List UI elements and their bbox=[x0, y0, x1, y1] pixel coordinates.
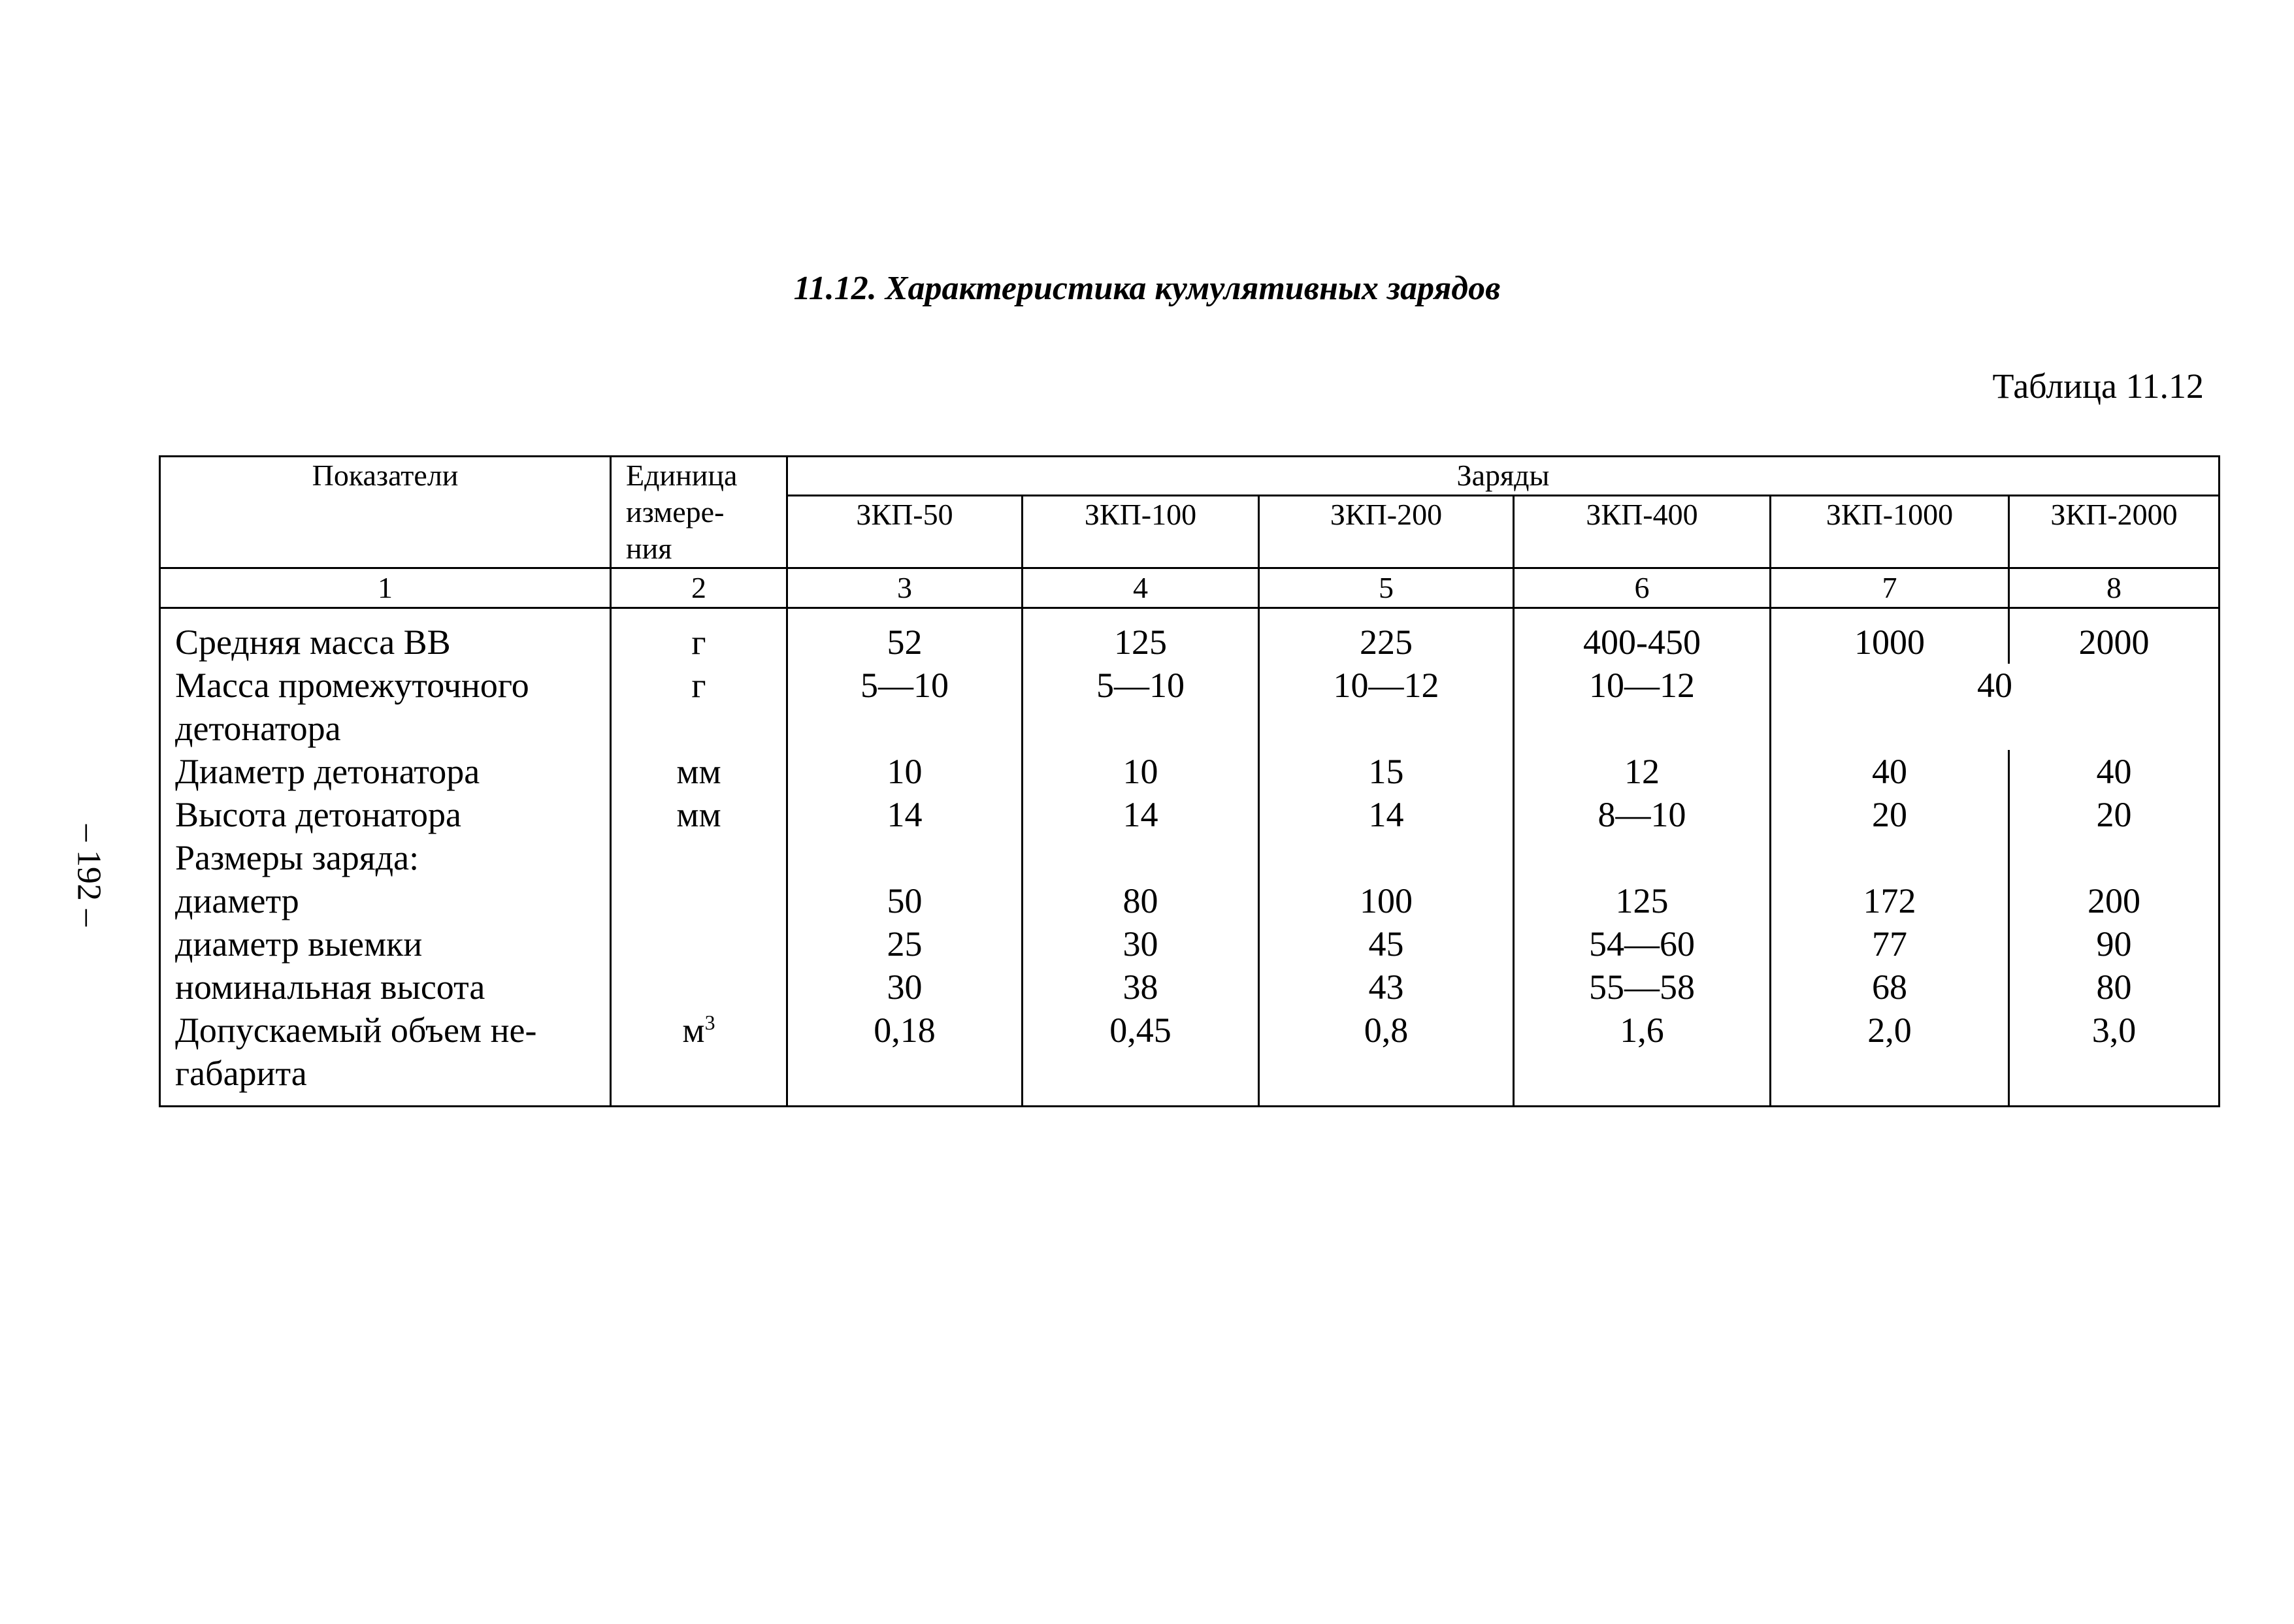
table-row bbox=[160, 879, 2220, 922]
table-row bbox=[160, 836, 2220, 879]
cell-value: 43 bbox=[1259, 966, 1514, 1009]
cell-value: 77 bbox=[1771, 922, 2009, 966]
cell-value bbox=[1514, 836, 1771, 879]
cell-value: 5—10 bbox=[1023, 664, 1259, 750]
table-row bbox=[160, 793, 2220, 836]
row-label: Допускаемый объем не- габарита bbox=[160, 1009, 611, 1107]
cell-value: 100 bbox=[1259, 879, 1514, 922]
cell-value: 0,18 bbox=[787, 1009, 1023, 1107]
header-charge-name: ЗКП-1000 bbox=[1771, 496, 2009, 568]
row-unit bbox=[611, 836, 787, 879]
header-charge-name: ЗКП-200 bbox=[1259, 496, 1514, 568]
cell-value: 1,6 bbox=[1514, 1009, 1771, 1107]
cell-value: 15 bbox=[1259, 750, 1514, 793]
table-label: Таблица 11.12 bbox=[1992, 366, 2204, 406]
cell-value: 55—58 bbox=[1514, 966, 1771, 1009]
row-label: диаметр выемки bbox=[160, 922, 611, 966]
cell-value: 2000 bbox=[2009, 608, 2220, 664]
row-label: Масса промежуточного детонатора bbox=[160, 664, 611, 750]
cell-value: 0,8 bbox=[1259, 1009, 1514, 1107]
header-unit: Единица измере- ния bbox=[611, 457, 787, 568]
cell-value bbox=[1023, 836, 1259, 879]
cell-value: 25 bbox=[787, 922, 1023, 966]
column-number: 4 bbox=[1023, 568, 1259, 608]
cell-value bbox=[1771, 836, 2009, 879]
row-unit: г bbox=[611, 608, 787, 664]
cell-value: 30 bbox=[1023, 922, 1259, 966]
cell-value bbox=[2009, 836, 2220, 879]
header-charges: Заряды bbox=[787, 457, 2220, 496]
cell-value: 10—12 bbox=[1514, 664, 1771, 750]
column-number: 5 bbox=[1259, 568, 1514, 608]
cell-value: 10—12 bbox=[1259, 664, 1514, 750]
row-unit: мм bbox=[611, 750, 787, 793]
cell-value: 10 bbox=[1023, 750, 1259, 793]
cell-value: 40 bbox=[1771, 750, 2009, 793]
row-label: диаметр bbox=[160, 879, 611, 922]
table-row bbox=[160, 1009, 2220, 1107]
cell-value: 8—10 bbox=[1514, 793, 1771, 836]
cell-value: 125 bbox=[1023, 608, 1259, 664]
table-row bbox=[160, 664, 2220, 750]
cell-value: 0,45 bbox=[1023, 1009, 1259, 1107]
cell-value: 2,0 bbox=[1771, 1009, 2009, 1107]
cell-value: 125 bbox=[1514, 879, 1771, 922]
row-label: Размеры заряда: bbox=[160, 836, 611, 879]
cell-value: 54—60 bbox=[1514, 922, 1771, 966]
row-unit: $м^3$ bbox=[611, 1009, 787, 1107]
table-row bbox=[160, 750, 2220, 793]
table-row bbox=[160, 922, 2220, 966]
cell-value bbox=[787, 836, 1023, 879]
cell-value: 200 bbox=[2009, 879, 2220, 922]
table-row bbox=[160, 608, 2220, 664]
cell-value: 50 bbox=[787, 879, 1023, 922]
row-unit bbox=[611, 966, 787, 1009]
cell-value: 14 bbox=[787, 793, 1023, 836]
column-number: 6 bbox=[1514, 568, 1771, 608]
page-number: – 192 – bbox=[70, 824, 108, 926]
section-heading: 11.12. Характеристика кумулятивных зарядов bbox=[793, 270, 1501, 307]
column-number: 3 bbox=[787, 568, 1023, 608]
row-unit: г bbox=[611, 664, 787, 750]
cell-value: 68 bbox=[1771, 966, 2009, 1009]
row-unit bbox=[611, 922, 787, 966]
cell-value: 225 bbox=[1259, 608, 1514, 664]
header-charge-name: ЗКП-50 bbox=[787, 496, 1023, 568]
cell-value: 52 bbox=[787, 608, 1023, 664]
header-indicators: Показатели bbox=[160, 457, 611, 568]
column-number: 8 bbox=[2009, 568, 2220, 608]
cell-value: 40 bbox=[2009, 750, 2220, 793]
cell-value: 20 bbox=[2009, 793, 2220, 836]
row-label: Высота детонатора bbox=[160, 793, 611, 836]
cell-value: 45 bbox=[1259, 922, 1514, 966]
cell-value: 14 bbox=[1259, 793, 1514, 836]
cell-value: 80 bbox=[1023, 879, 1259, 922]
cell-value: 14 bbox=[1023, 793, 1259, 836]
cell-value: 12 bbox=[1514, 750, 1771, 793]
cell-value-merged: 40 bbox=[1771, 664, 2220, 750]
cell-value bbox=[1259, 836, 1514, 879]
cell-value: 400-450 bbox=[1514, 608, 1771, 664]
header-charge-name: ЗКП-400 bbox=[1514, 496, 1771, 568]
column-number: 7 bbox=[1771, 568, 2009, 608]
table-row bbox=[160, 966, 2220, 1009]
row-label: Диаметр детонатора bbox=[160, 750, 611, 793]
cell-value: 30 bbox=[787, 966, 1023, 1009]
header-charge-name: ЗКП-100 bbox=[1023, 496, 1259, 568]
column-number: 2 bbox=[611, 568, 787, 608]
cell-value: 38 bbox=[1023, 966, 1259, 1009]
header-charge-name: ЗКП-2000 bbox=[2009, 496, 2220, 568]
cell-value: 5—10 bbox=[787, 664, 1023, 750]
cell-value: 20 bbox=[1771, 793, 2009, 836]
cell-value: 80 bbox=[2009, 966, 2220, 1009]
charges-table bbox=[159, 455, 2220, 1107]
cell-value: 90 bbox=[2009, 922, 2220, 966]
row-label: номинальная высота bbox=[160, 966, 611, 1009]
row-label: Средняя масса ВВ bbox=[160, 608, 611, 664]
cell-value: 1000 bbox=[1771, 608, 2009, 664]
row-unit: мм bbox=[611, 793, 787, 836]
column-number: 1 bbox=[160, 568, 611, 608]
row-unit bbox=[611, 879, 787, 922]
cell-value: 3,0 bbox=[2009, 1009, 2220, 1107]
cell-value: 10 bbox=[787, 750, 1023, 793]
cell-value: 172 bbox=[1771, 879, 2009, 922]
